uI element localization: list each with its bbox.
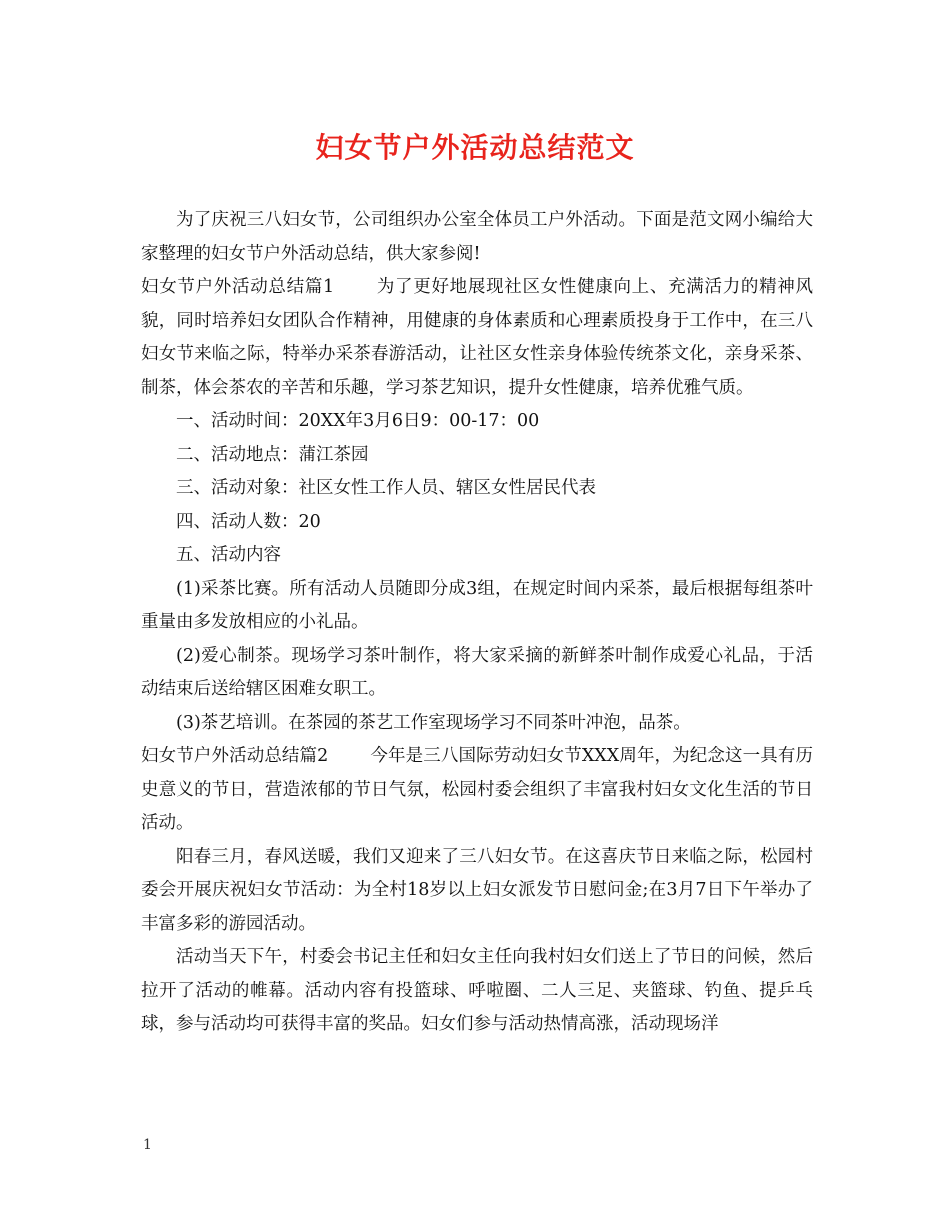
section-1-text: 为了更好地展现社区女性健康向上、充满活力的精神风貌，同时培养妇女团队合作精神，用健康的身体素质和心理素质投身于工作中，在三八妇女节来临之际，特举办采茶春游活动，让社区女性亲身体验传统茶文化，亲身采茶、制茶，体会茶农的辛苦和乐趣，学习茶艺知识，提升女性健康，培养优雅气质。 <box>141 277 813 398</box>
document-title: 妇女节户外活动总结范文 <box>315 131 635 164</box>
content-item-tea-picking: (1)采茶比赛。所有活动人员随即分成3组，在规定时间内采茶，最后根据每组茶叶重量由多发放相应的小礼品。 <box>141 578 813 632</box>
activity-count-item: 四、活动人数：20 <box>176 511 321 532</box>
section-1-paragraph <box>141 271 813 405</box>
activity-target-item: 三、活动对象：社区女性工作人员、辖区女性居民代表 <box>176 478 596 498</box>
section-1-heading: 妇女节户外活动总结篇1 <box>141 277 335 297</box>
section-2-paragraph <box>141 740 813 841</box>
intro-paragraph: 为了庆祝三八妇女节，公司组织办公室全体员工户外活动。下面是范文网小编给大家整理的妇女节户外活动总结，供大家参阅! <box>141 210 813 264</box>
content-item-tea-art: (3)茶艺培训。在茶园的茶艺工作室现场学习不同茶叶冲泡，品茶。 <box>176 712 691 733</box>
page-number: 1 <box>143 1137 152 1153</box>
activity-location-item: 二、活动地点：蒲江茶园 <box>176 444 369 465</box>
section-2-text: 今年是三八国际劳动妇女节XXX周年，为纪念这一具有历史意义的节日，营造浓郁的节日气氛，松园村委会组织了丰富我村妇女文化生活的节日活动。 <box>141 746 813 833</box>
section-2-heading: 妇女节户外活动总结篇2 <box>141 746 329 766</box>
event-day-paragraph: 活动当天下午，村委会书记主任和妇女主任向我村妇女们送上了节日的问候，然后拉开了活动的帷幕。活动内容有投篮球、呼啦圈、二人三足、夹篮球、钓鱼、提乒乓球，参与活动均可获得丰富的奖品。妇女们参与活动热情高涨，活动现场洋 <box>141 947 813 1034</box>
activity-time-item: 一、活动时间：20XX年3月6日9：00-17：00 <box>176 411 540 431</box>
activity-content-heading: 五、活动内容 <box>176 545 281 565</box>
document-body <box>141 204 813 1042</box>
spring-paragraph: 阳春三月，春风送暖，我们又迎来了三八妇女节。在这喜庆节日来临之际，松园村委会开展庆祝妇女节活动：为全村18岁以上妇女派发节日慰问金;在3月7日下午举办了丰富多彩的游园活动。 <box>141 846 813 934</box>
content-item-tea-making: (2)爱心制茶。现场学习茶叶制作，将大家采摘的新鲜茶叶制作成爱心礼品，于活动结束后送给辖区困难女职工。 <box>141 645 813 699</box>
